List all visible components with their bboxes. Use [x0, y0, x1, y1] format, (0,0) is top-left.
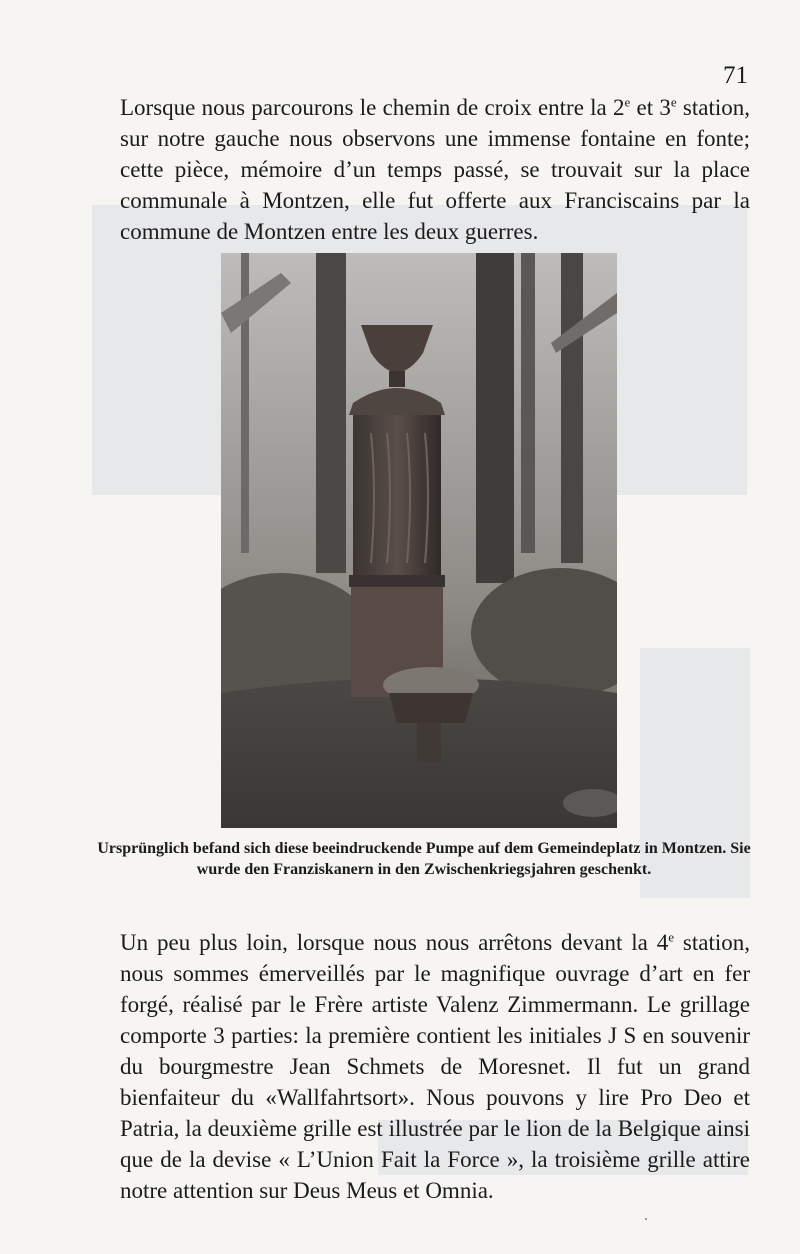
paragraph-fourth-station: Un peu plus loin, lorsque nous nous arrêtons devant la 4e station, nous sommes émerveillés par le magnifique ouvrage d’art en fer forgé, réalisé par le Frère artiste Valenz Zimmermann. Le grillage comporte 3 parties: la première contient les initiales J S en souvenir du bourgmestre Jean Schmets de Moresnet. Il fut un grand bienfaiteur du «Wallfahrtsort». Nous pouvons y lire Pro Deo et Patria, la deuxième grille est illustrée par le lion de la Belgique ainsi que de la devise « L’Union Fait la Force », la troisième grille attire notre attention sur Deus Meus et Omnia. — [120, 929, 750, 1203]
photo-caption: Ursprünglich befand sich diese beeindruckende Pumpe auf dem Gemeindeplatz in Montzen. Sie wurde den Franziskanern in den Zwischenkriegsjahren geschenkt. — [97, 840, 751, 878]
page-number: 71 — [723, 62, 748, 89]
speck — [645, 1218, 647, 1220]
paragraph-intro: Lorsque nous parcourons le chemin de croix entre la 2e et 3e station, sur notre gauche nous observons une immense fontaine en fonte; cette pièce, mémoire d’un temps passé, se trouvait sur la place communale à Montzen, elle fut offerte aux Franciscains par la commune de Montzen entre les deux guerres. — [120, 94, 750, 244]
fountain-illustration — [221, 253, 617, 828]
fountain-photo — [221, 253, 617, 828]
